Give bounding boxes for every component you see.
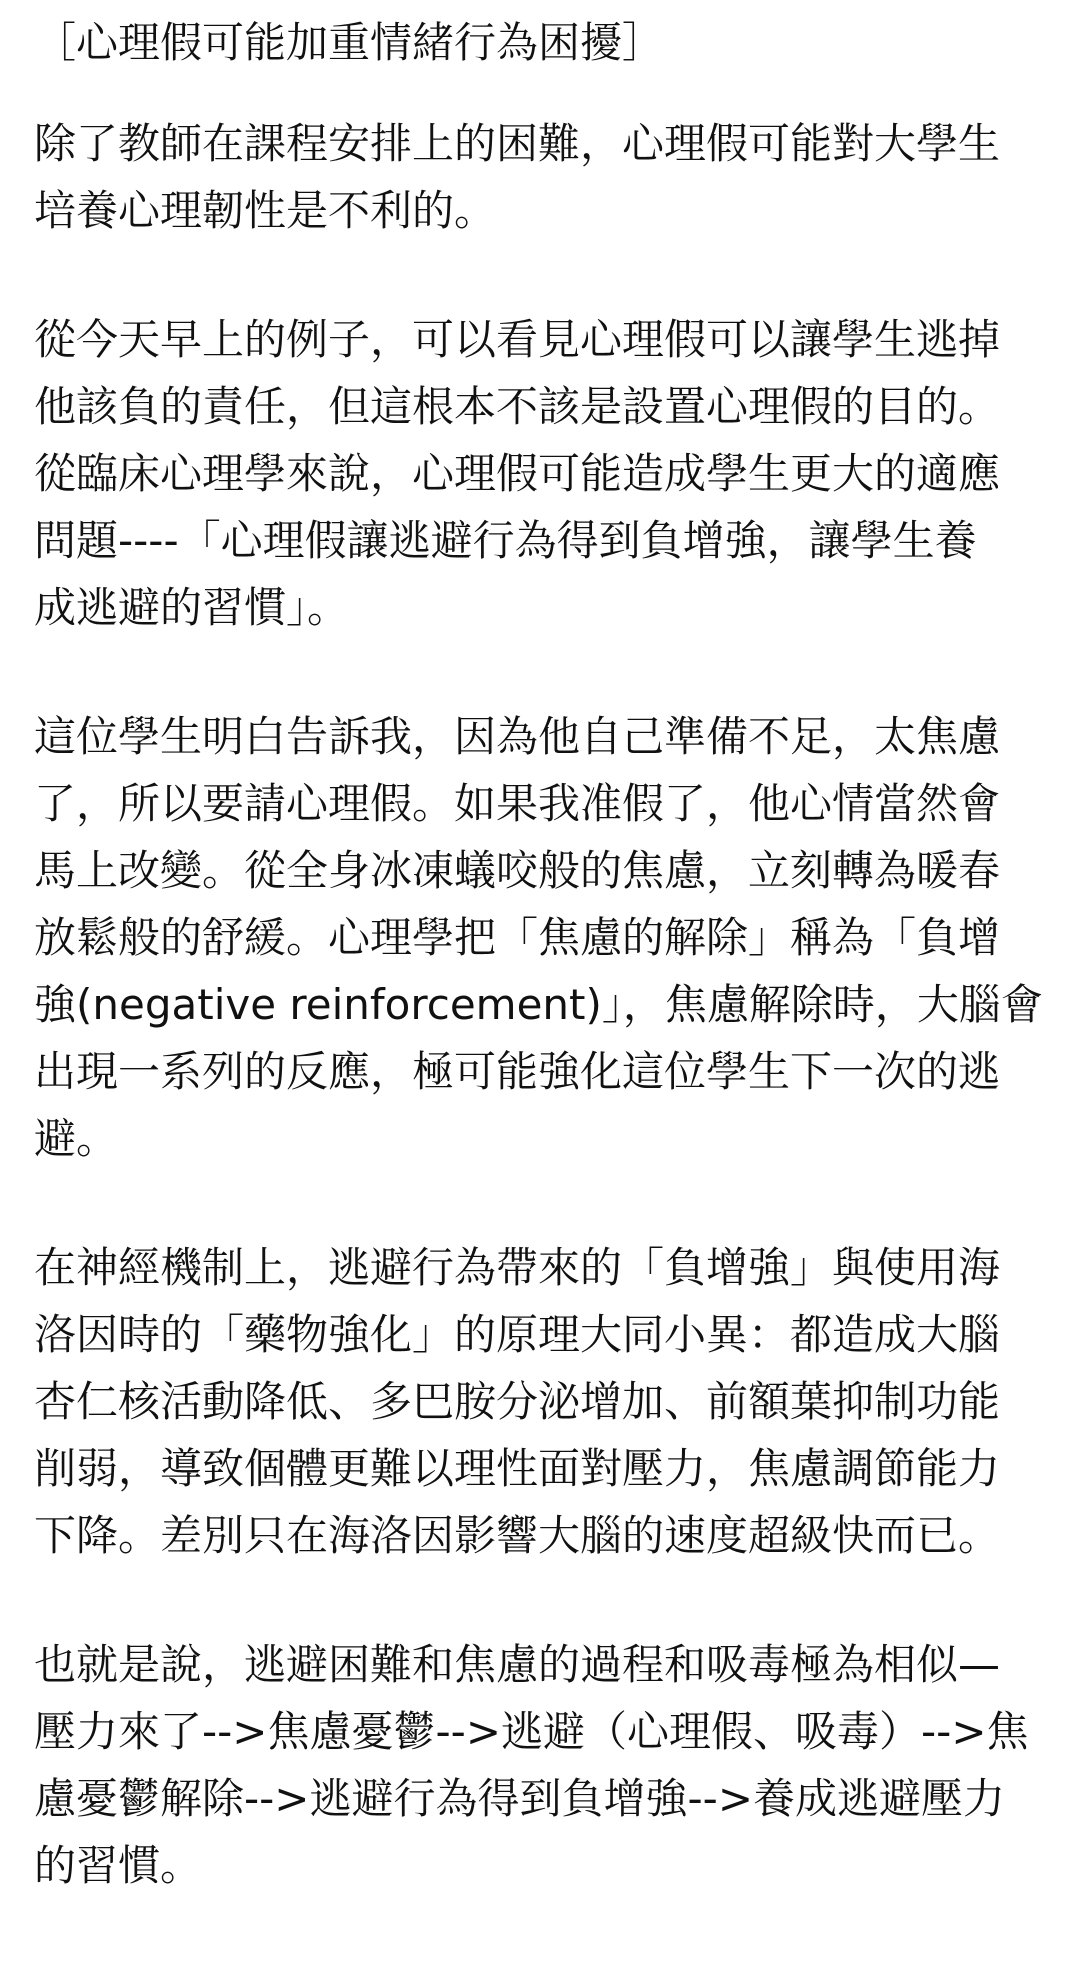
text-line: 成逃避的習慣」。	[34, 583, 350, 632]
text-line: 培養心理韌性是不利的。	[34, 186, 497, 235]
text-line: 杏仁核活動降低、多巴胺分泌增加、前額葉抑制功能	[34, 1377, 1001, 1426]
paragraph-4	[34, 1234, 1054, 1569]
text-line: 避。	[34, 1114, 119, 1163]
article	[34, 10, 1054, 1961]
text-line: 的習慣。	[34, 1841, 203, 1890]
text-line: 了，所以要請心理假。如果我准假了，他心情當然會	[34, 779, 1001, 828]
text-line: 洛因時的「藥物強化」的原理大同小異：都造成大腦	[34, 1310, 1001, 1359]
paragraph-1	[34, 110, 1054, 244]
text-line: 這位學生明白告訴我，因為他自己準備不足，太焦慮	[34, 712, 1001, 761]
paragraph-3	[34, 703, 1054, 1172]
text-line: 削弱，導致個體更難以理性面對壓力，焦慮調節能力	[34, 1444, 1001, 1493]
text-line: 從今天早上的例子，可以看見心理假可以讓學生逃掉	[34, 315, 1001, 364]
paragraph-2	[34, 306, 1054, 641]
text-line: 從臨床心理學來說，心理假可能造成學生更大的適應	[34, 449, 1001, 498]
text-line: 馬上改變。從全身冰凍蟻咬般的焦慮，立刻轉為暖春	[34, 846, 1001, 895]
text-line: 放鬆般的舒緩。心理學把「焦慮的解除」稱為「負增	[34, 913, 1001, 962]
text-line: 壓力來了-->焦慮憂鬱-->逃避（心理假、吸毒）-->焦	[34, 1707, 1029, 1756]
paragraph-5	[34, 1631, 1054, 1899]
text-line: 他該負的責任，但這根本不該是設置心理假的目的。	[34, 382, 1001, 431]
text-line: 慮憂鬱解除-->逃避行為得到負增強-->養成逃避壓力	[34, 1774, 1006, 1823]
text-line: 除了教師在課程安排上的困難，心理假可能對大學生	[34, 119, 1001, 168]
text-line: 問題----「心理假讓逃避行為得到負增強，讓學生養	[34, 516, 977, 565]
text-line: 下降。差別只在海洛因影響大腦的速度超級快而已。	[34, 1511, 1001, 1560]
text-line: 在神經機制上，逃避行為帶來的「負增強」與使用海	[34, 1243, 1001, 1292]
text-line: 強(negative reinforcement)」，焦慮解除時，大腦會	[34, 980, 1043, 1029]
text-line: 也就是說，逃避困難和焦慮的過程和吸毒極為相似—	[34, 1640, 1001, 1689]
article-heading: ［心理假可能加重情緒行為困擾］	[34, 18, 665, 67]
text-line: 出現一系列的反應，極可能強化這位學生下一次的逃	[34, 1047, 1001, 1096]
